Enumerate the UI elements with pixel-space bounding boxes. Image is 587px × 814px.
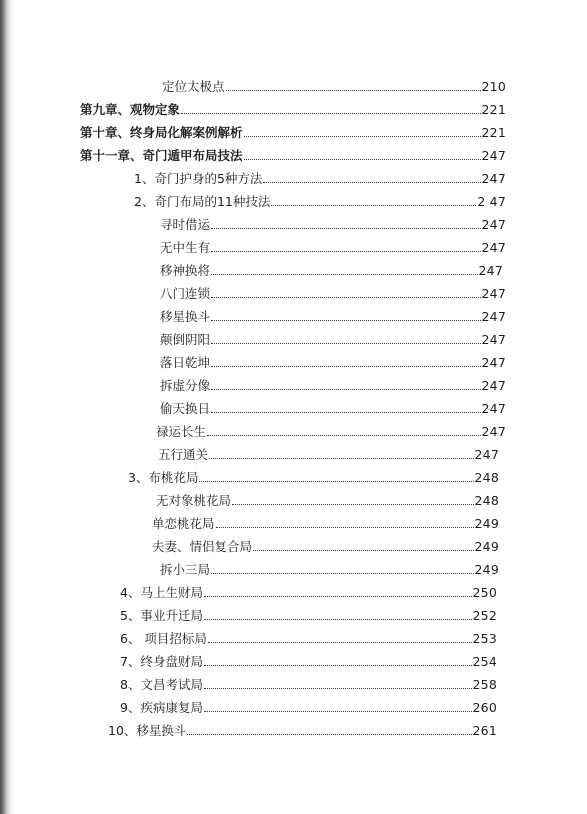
toc-section[interactable] [128, 463, 499, 486]
toc-entry-page: 252 [472, 608, 497, 623]
toc-entry[interactable] [162, 72, 506, 95]
toc-entry-title: 移星换斗 [160, 309, 211, 324]
toc-subsection[interactable] [160, 348, 506, 371]
toc-entry-title: 第九章、观物定象 [80, 102, 181, 117]
toc-section[interactable] [120, 578, 497, 601]
scan-shadow-edge [0, 0, 14, 814]
toc-entry-title: 拆小三局 [160, 562, 211, 577]
toc-entry-page: 247 [481, 217, 506, 232]
toc-entry-page: 253 [472, 631, 497, 646]
toc-entry-page: 261 [472, 723, 497, 738]
toc-entry-page: 247 [474, 447, 499, 462]
toc-section[interactable] [120, 647, 497, 670]
dot-leader [207, 434, 481, 436]
dot-leader [211, 572, 474, 574]
toc-subsection[interactable] [160, 555, 499, 578]
toc-entry-title: 无中生有 [160, 240, 211, 255]
toc-entry-title: 1、奇门护身的5种方法 [134, 171, 263, 186]
dot-leader [204, 710, 472, 712]
dot-leader [211, 388, 481, 390]
dot-leader [204, 664, 472, 666]
dot-leader [211, 319, 481, 321]
toc-entry-page: 247 [481, 309, 506, 324]
toc-entry-page: 247 [481, 171, 506, 186]
dot-leader [271, 204, 476, 206]
dot-leader [209, 457, 474, 459]
toc-entry-title: 夫妻、情侣复合局 [152, 539, 253, 554]
toc-chapter[interactable] [80, 118, 506, 141]
dot-leader [211, 342, 481, 344]
dot-leader [208, 641, 472, 643]
dot-leader [187, 733, 471, 735]
toc-entry-title: 定位太极点 [162, 79, 225, 94]
toc-entry-page: 254 [472, 654, 497, 669]
dot-leader [216, 526, 474, 528]
toc-subsection[interactable] [152, 509, 499, 532]
toc-entry-title: 5、事业升迁局 [120, 608, 203, 623]
toc-entry-title: 八门连锁 [160, 286, 211, 301]
toc-section[interactable] [134, 187, 506, 210]
dot-leader [204, 687, 472, 689]
toc-section[interactable] [108, 716, 497, 739]
toc-entry-page: 247 [478, 263, 503, 278]
toc-entry-title: 寻时借运 [160, 217, 211, 232]
dot-leader [211, 227, 481, 229]
toc-entry-page: 210 [481, 79, 506, 94]
toc-entry-page: 249 [474, 539, 499, 554]
toc-subsection[interactable] [160, 302, 506, 325]
toc-entry-page: 249 [474, 516, 499, 531]
toc-entry-page: 250 [472, 585, 497, 600]
toc-entry-title: 10、移星换斗 [108, 723, 187, 738]
toc-entry-title: 7、终身盘财局 [120, 654, 203, 669]
toc-entry-title: 拆虚分像 [160, 378, 211, 393]
toc-entry-page: 247 [481, 286, 506, 301]
toc-subsection[interactable] [160, 256, 503, 279]
toc-subsection[interactable] [160, 325, 506, 348]
toc-entry-page: 260 [472, 700, 497, 715]
toc-section[interactable] [120, 601, 497, 624]
toc-subsection[interactable] [160, 233, 506, 256]
toc-entry-page: 247 [481, 424, 506, 439]
toc-entry-page: 258 [472, 677, 497, 692]
toc-entry-page: 247 [481, 332, 506, 347]
dot-leader [253, 549, 474, 551]
toc-entry-title: 五行通关 [158, 447, 209, 462]
toc-entry-page: 2 47 [477, 194, 506, 209]
dot-leader [232, 503, 474, 505]
toc-subsection[interactable] [160, 371, 506, 394]
toc-entry-page: 247 [481, 401, 506, 416]
toc-subsection[interactable] [152, 532, 499, 555]
toc-entry-title: 6、 项目招标局 [120, 631, 207, 646]
toc-subsection[interactable] [160, 394, 506, 417]
toc-entry-page: 247 [481, 355, 506, 370]
dot-leader [211, 296, 481, 298]
toc-subsection[interactable] [158, 440, 499, 463]
dot-leader [263, 181, 480, 183]
toc-entry-page: 221 [481, 125, 506, 140]
toc-section[interactable] [134, 164, 506, 187]
toc-entry-page: 247 [481, 148, 506, 163]
dot-leader [211, 250, 481, 252]
dot-leader [211, 273, 478, 275]
toc-entry-title: 禄运长生 [156, 424, 207, 439]
toc-entry-title: 3、布桃花局 [128, 470, 199, 485]
toc-entry-title: 2、奇门布局的11种技法 [134, 194, 271, 209]
dot-leader [244, 158, 481, 160]
toc-chapter[interactable] [80, 141, 506, 164]
toc-entry-title: 无对象桃花局 [156, 493, 232, 508]
toc-subsection[interactable] [160, 279, 506, 302]
toc-entry-title: 8、文昌考试局 [120, 677, 203, 692]
dot-leader [204, 618, 472, 620]
toc-entry-title: 单恋桃花局 [152, 516, 215, 531]
dot-leader [211, 411, 481, 413]
toc-entry-page: 247 [481, 378, 506, 393]
toc-entry-title: 9、疾病康复局 [120, 700, 203, 715]
dot-leader [199, 480, 473, 482]
toc-chapter[interactable] [80, 95, 506, 118]
toc-entry-title: 偷天换日 [160, 401, 211, 416]
toc-entry-page: 248 [474, 470, 499, 485]
toc-entry-title: 移神换将 [160, 263, 211, 278]
toc-subsection[interactable] [160, 210, 506, 233]
toc-entry-page: 249 [474, 562, 499, 577]
toc-entry-title: 4、马上生财局 [120, 585, 203, 600]
dot-leader [181, 112, 481, 114]
toc-section[interactable] [120, 670, 497, 693]
toc-entry-title: 颠倒阴阳 [160, 332, 211, 347]
toc-section[interactable] [120, 693, 497, 716]
dot-leader [226, 89, 481, 91]
dot-leader [204, 595, 472, 597]
toc-section[interactable] [120, 624, 497, 647]
toc-entry-page: 247 [481, 240, 506, 255]
toc-subsection[interactable] [156, 486, 499, 509]
toc-entry-title: 第十一章、奇门遁甲布局技法 [80, 148, 243, 163]
toc-entry-page: 248 [474, 493, 499, 508]
toc-entry-title: 落日乾坤 [160, 355, 211, 370]
dot-leader [211, 365, 481, 367]
dot-leader [244, 135, 481, 137]
toc-entry-page: 221 [481, 102, 506, 117]
toc-subsection[interactable] [156, 417, 506, 440]
toc-entry-title: 第十章、终身局化解案例解析 [80, 125, 243, 140]
